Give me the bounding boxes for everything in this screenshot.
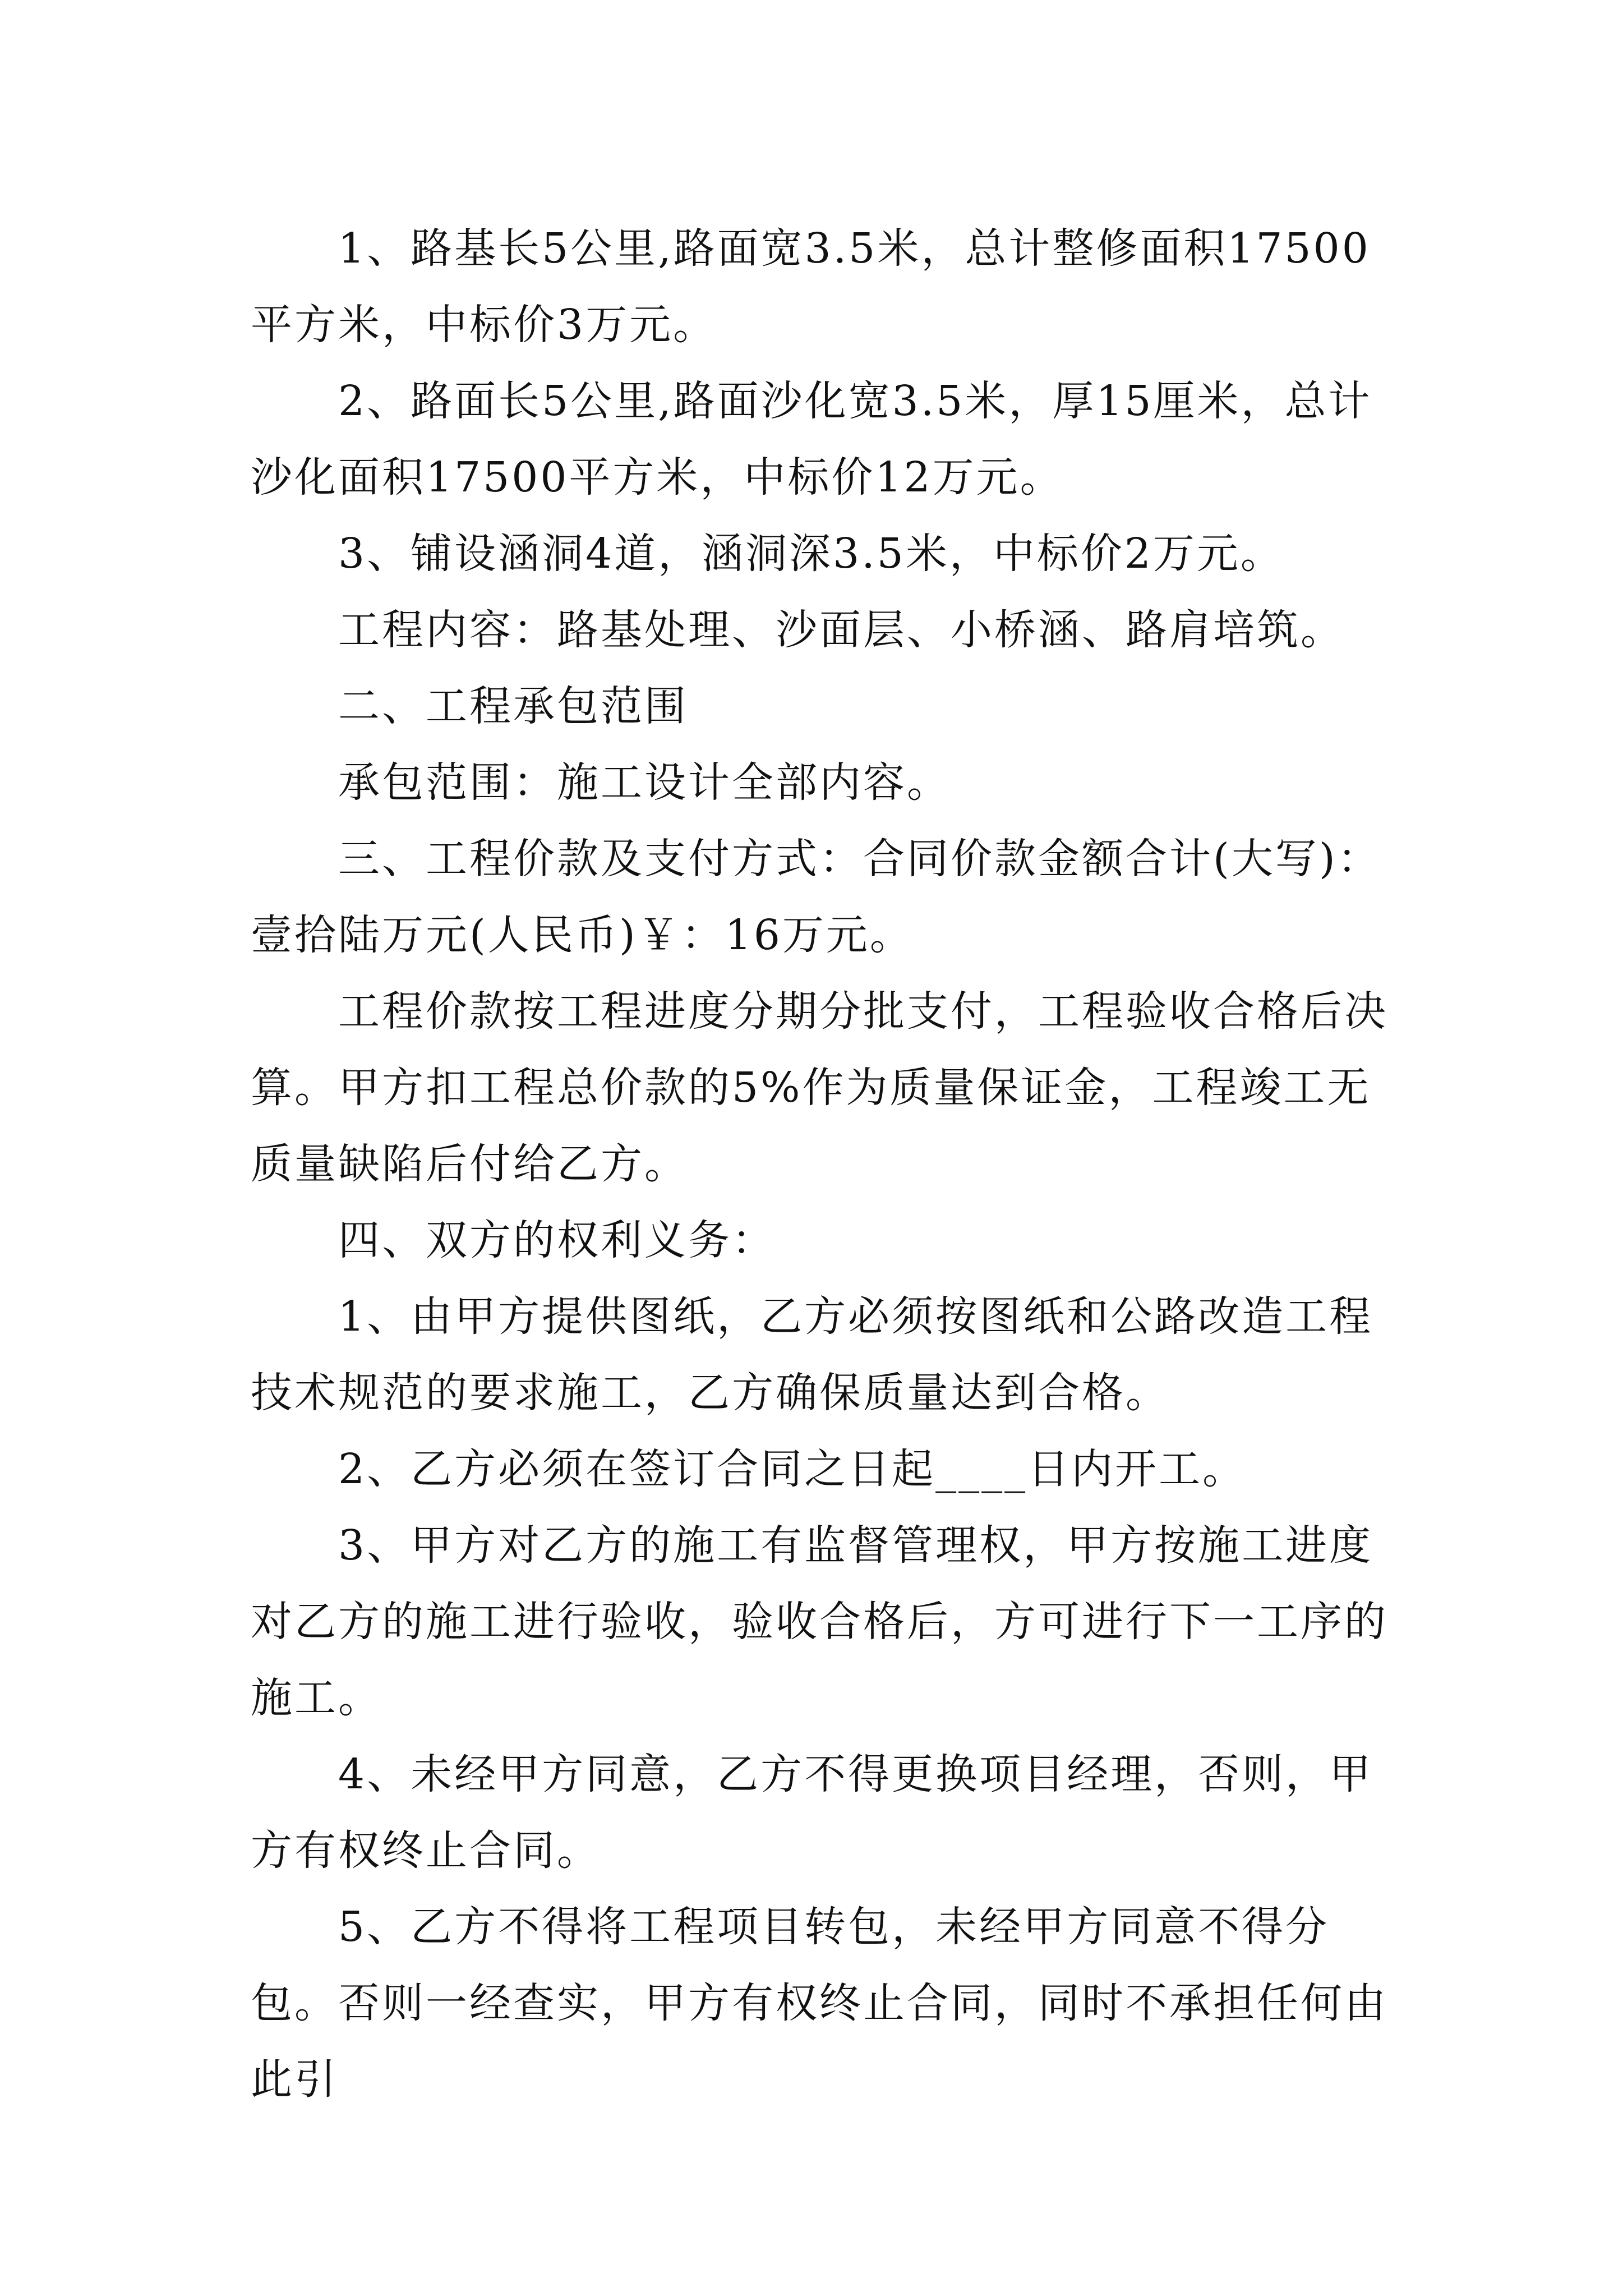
paragraph-work-content: 工程内容：路基处理、沙面层、小桥涵、路肩培筑。: [338, 606, 1344, 654]
paragraph-obligation-2: 2、乙方必须在签订合同之日起____日内开工。: [338, 1445, 1247, 1493]
paragraph-scope: 承包范围：施工设计全部内容。: [338, 758, 951, 807]
heading-contract-scope: 二、工程承包范围: [338, 682, 688, 730]
paragraph-price-payment: 三、工程价款及支付方式：合同价款金额合计(大写)：壹拾陆万元(人民币)￥：16万元。: [251, 835, 1381, 959]
paragraph-obligation-3: 3、甲方对乙方的施工有监督管理权，甲方按施工进度对乙方的施工进行验收，验收合格后，方可进行下一工序的施工。: [251, 1521, 1388, 1722]
paragraph-payment-terms: 工程价款按工程进度分期分批支付，工程验收合格后决算。甲方扣工程总价款的5%作为质量保证金，工程竣工无质量缺陷后付给乙方。: [251, 987, 1388, 1188]
heading-rights-obligations: 四、双方的权利义务：: [338, 1216, 776, 1264]
paragraph-road-base: 1、路基长5公里,路面宽3.5米，总计整修面积17500平方米，中标价3万元。: [251, 224, 1371, 349]
document-body: [251, 210, 1406, 2118]
paragraph-road-surface: 2、路面长5公里,路面沙化宽3.5米，厚15厘米，总计沙化面积17500平方米，中标价12万元。: [251, 377, 1372, 501]
paragraph-culverts: 3、铺设涵洞4道，涵洞深3.5米，中标价2万元。: [338, 530, 1284, 578]
paragraph-obligation-4: 4、未经甲方同意，乙方不得更换项目经理，否则，甲方有权终止合同。: [251, 1750, 1373, 1875]
paragraph-obligation-5: 5、乙方不得将工程项目转包，未经甲方同意不得分包。否则一经查实，甲方有权终止合同，同时不承担任何由此引: [251, 1903, 1388, 2104]
paragraph-obligation-1: 1、由甲方提供图纸，乙方必须按图纸和公路改造工程技术规范的要求施工，乙方确保质量达到合格。: [251, 1292, 1373, 1417]
